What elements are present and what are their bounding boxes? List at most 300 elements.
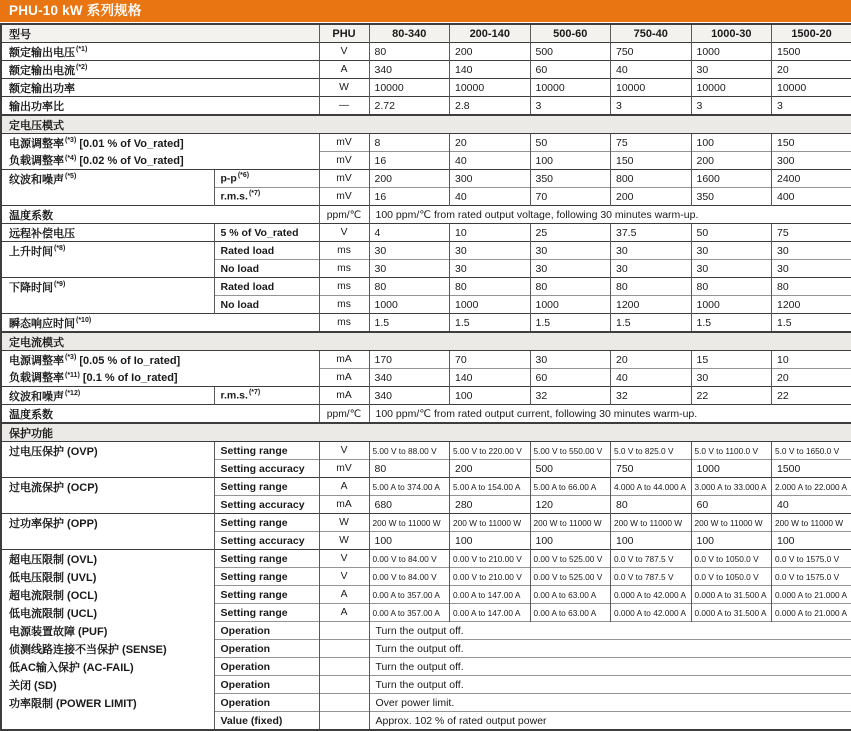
row-sublabel: Setting accuracy — [214, 532, 319, 550]
value-cell: 0.000 A to 21.000 A — [772, 586, 851, 604]
value-cell: 10000 — [530, 79, 611, 97]
value-cell: 200 W to 11000 W — [611, 514, 692, 532]
section-row — [1, 423, 851, 442]
section-row — [1, 332, 851, 351]
unit-cell: ms — [319, 296, 369, 314]
value-cell: 5.00 V to 88.00 V — [369, 442, 450, 460]
row-sublabel: Setting range — [214, 586, 319, 604]
table-row — [1, 658, 851, 676]
value-cell: 5.00 A to 374.00 A — [369, 478, 450, 496]
row-label: 下降时间$^{(*9)}$ — [1, 278, 214, 296]
value-cell: 4 — [369, 224, 450, 242]
row-label: 电源装置故障 (PUF) — [1, 622, 214, 640]
unit-cell — [319, 712, 369, 731]
row-sublabel: Setting range — [214, 550, 319, 568]
value-cell: 0.000 A to 42.000 A — [611, 586, 692, 604]
value-cell: 340 — [369, 61, 450, 79]
row-label: 低AC输入保护 (AC-FAIL) — [1, 658, 214, 676]
table-row — [1, 242, 851, 260]
row-sublabel: Setting accuracy — [214, 496, 319, 514]
value-cell: 50 — [530, 134, 611, 152]
model-header: 750-40 — [611, 24, 692, 43]
value-cell: 25 — [530, 224, 611, 242]
value-cell: 3 — [772, 97, 851, 116]
model-header: 1000-30 — [691, 24, 772, 43]
value-cell: 3 — [530, 97, 611, 116]
table-row — [1, 351, 851, 369]
value-cell: 5.0 V to 1100.0 V — [691, 442, 772, 460]
value-cell: 200 — [369, 170, 450, 188]
value-cell: 80 — [530, 278, 611, 296]
value-cell: 16 — [369, 152, 450, 170]
row-label: 瞬态响应时间$^{(*10)}$ — [1, 314, 319, 333]
value-cell: 100 — [691, 532, 772, 550]
value-cell: 2400 — [772, 170, 851, 188]
table-row — [1, 405, 851, 424]
value-cell: 40 — [450, 152, 531, 170]
row-label: 上升时间$^{(*8)}$ — [1, 242, 214, 260]
table-row — [1, 550, 851, 568]
unit-cell: W — [319, 514, 369, 532]
value-cell: 60 — [530, 369, 611, 387]
value-cell: 350 — [691, 188, 772, 206]
value-cell: 100 — [530, 152, 611, 170]
value-cell: 80 — [691, 278, 772, 296]
value-cell: 0.000 A to 31.500 A — [691, 586, 772, 604]
table-row — [1, 532, 851, 550]
value-cell: 2.8 — [450, 97, 531, 116]
table-row — [1, 97, 851, 116]
value-cell: 2.000 A to 22.000 A — [772, 478, 851, 496]
value-cell: 1200 — [772, 296, 851, 314]
value-cell: 1000 — [691, 460, 772, 478]
value-cell: 10000 — [772, 79, 851, 97]
table-row — [1, 206, 851, 224]
row-label: 纹波和噪声$^{(*12)}$ — [1, 387, 214, 405]
row-label: 关闭 (SD) — [1, 676, 214, 694]
page-title: PHU-10 kW 系列规格 — [9, 3, 142, 18]
unit-cell — [319, 694, 369, 712]
value-cell: 0.00 A to 357.00 A — [369, 604, 450, 622]
table-row — [1, 478, 851, 496]
value-cell: 22 — [691, 387, 772, 405]
table-row — [1, 622, 851, 640]
table-row — [1, 61, 851, 79]
table-row — [1, 442, 851, 460]
section-header: 定电流模式 — [1, 332, 851, 351]
row-label: 低电流限制 (UCL) — [1, 604, 214, 622]
value-cell: 30 — [369, 260, 450, 278]
value-cell: 800 — [611, 170, 692, 188]
row-label — [1, 532, 214, 550]
value-cell: 0.0 V to 1050.0 V — [691, 568, 772, 586]
table-row — [1, 314, 851, 333]
value-cell: 10 — [772, 351, 851, 369]
unit-cell: ppm/℃ — [319, 206, 369, 224]
row-sublabel: No load — [214, 296, 319, 314]
row-label — [1, 496, 214, 514]
unit-cell: — — [319, 97, 369, 116]
value-cell: 0.0 V to 787.5 V — [611, 568, 692, 586]
span-value-cell: 100 ppm/℃ from rated output voltage, following 30 minutes warm-up. — [369, 206, 851, 224]
value-cell: 70 — [530, 188, 611, 206]
table-row — [1, 586, 851, 604]
value-cell: 0.000 A to 42.000 A — [611, 604, 692, 622]
value-cell: 1.5 — [691, 314, 772, 333]
value-cell: 0.0 V to 1575.0 V — [772, 568, 851, 586]
value-cell: 200 W to 11000 W — [691, 514, 772, 532]
value-cell: 750 — [611, 43, 692, 61]
table-row — [1, 152, 851, 170]
value-cell: 37.5 — [611, 224, 692, 242]
value-cell: 30 — [450, 260, 531, 278]
row-sublabel: Setting range — [214, 514, 319, 532]
value-cell: 0.00 V to 210.00 V — [450, 550, 531, 568]
value-cell: 5.00 A to 154.00 A — [450, 478, 531, 496]
span-value-cell: Turn the output off. — [369, 640, 851, 658]
value-cell: 0.00 V to 84.00 V — [369, 568, 450, 586]
row-sublabel: Setting range — [214, 568, 319, 586]
table-row — [1, 640, 851, 658]
row-label — [1, 712, 214, 731]
value-cell: 5.00 V to 220.00 V — [450, 442, 531, 460]
value-cell: 30 — [691, 369, 772, 387]
column-header-model: 型号 — [1, 24, 319, 43]
row-sublabel: Rated load — [214, 242, 319, 260]
value-cell: 0.000 A to 21.000 A — [772, 604, 851, 622]
row-label: 功率限制 (POWER LIMIT) — [1, 694, 214, 712]
value-cell: 40 — [611, 369, 692, 387]
value-cell: 20 — [772, 61, 851, 79]
row-sublabel: Setting range — [214, 604, 319, 622]
span-value-cell: Turn the output off. — [369, 622, 851, 640]
row-label: 过电压保护 (OVP) — [1, 442, 214, 460]
unit-cell: mV — [319, 134, 369, 152]
row-label — [1, 188, 214, 206]
value-cell: 750 — [611, 460, 692, 478]
row-label: 输出功率比 — [1, 97, 319, 116]
value-cell: 30 — [691, 61, 772, 79]
value-cell: 0.00 V to 84.00 V — [369, 550, 450, 568]
value-cell: 200 W to 11000 W — [450, 514, 531, 532]
unit-cell: ms — [319, 242, 369, 260]
value-cell: 200 — [450, 460, 531, 478]
table-row — [1, 260, 851, 278]
value-cell: 1.5 — [611, 314, 692, 333]
value-cell: 680 — [369, 496, 450, 514]
value-cell: 10000 — [369, 79, 450, 97]
value-cell: 1500 — [772, 460, 851, 478]
row-sublabel: Setting range — [214, 478, 319, 496]
value-cell: 30 — [691, 242, 772, 260]
value-cell: 30 — [530, 242, 611, 260]
value-cell: 1.5 — [530, 314, 611, 333]
value-cell: 0.00 A to 357.00 A — [369, 586, 450, 604]
unit-cell — [319, 658, 369, 676]
row-label: 温度系数 — [1, 405, 319, 424]
value-cell: 1000 — [369, 296, 450, 314]
span-value-cell: Approx. 102 % of rated output power — [369, 712, 851, 731]
value-cell: 4.000 A to 44.000 A — [611, 478, 692, 496]
row-sublabel: Setting accuracy — [214, 460, 319, 478]
unit-cell — [319, 640, 369, 658]
row-label: 过功率保护 (OPP) — [1, 514, 214, 532]
value-cell: 0.00 V to 525.00 V — [530, 568, 611, 586]
column-header-unit: PHU — [319, 24, 369, 43]
unit-cell: mV — [319, 188, 369, 206]
value-cell: 70 — [450, 351, 531, 369]
value-cell: 0.00 A to 147.00 A — [450, 586, 531, 604]
value-cell: 0.00 V to 210.00 V — [450, 568, 531, 586]
row-label: 电源调整率$^{(*3)}$ [0.01 % of Vo_rated] — [1, 134, 319, 152]
unit-cell: A — [319, 61, 369, 79]
value-cell: 10000 — [450, 79, 531, 97]
value-cell: 1200 — [611, 296, 692, 314]
section-row — [1, 115, 851, 134]
unit-cell: ppm/℃ — [319, 405, 369, 424]
value-cell: 120 — [530, 496, 611, 514]
value-cell: 0.0 V to 1575.0 V — [772, 550, 851, 568]
value-cell: 400 — [772, 188, 851, 206]
value-cell: 60 — [530, 61, 611, 79]
value-cell: 170 — [369, 351, 450, 369]
unit-cell: mA — [319, 369, 369, 387]
table-row — [1, 514, 851, 532]
unit-cell: V — [319, 550, 369, 568]
table-row — [1, 604, 851, 622]
row-label — [1, 296, 214, 314]
unit-cell: mV — [319, 152, 369, 170]
value-cell: 3.000 A to 33.000 A — [691, 478, 772, 496]
row-sublabel: Setting range — [214, 442, 319, 460]
value-cell: 200 W to 11000 W — [530, 514, 611, 532]
unit-cell: W — [319, 532, 369, 550]
value-cell: 3 — [611, 97, 692, 116]
table-row — [1, 170, 851, 188]
unit-cell: V — [319, 224, 369, 242]
table-row — [1, 134, 851, 152]
table-row — [1, 369, 851, 387]
value-cell: 100 — [772, 532, 851, 550]
table-header-row — [1, 24, 851, 43]
model-header: 500-60 — [530, 24, 611, 43]
value-cell: 22 — [772, 387, 851, 405]
value-cell: 500 — [530, 43, 611, 61]
row-label — [1, 260, 214, 278]
unit-cell — [319, 622, 369, 640]
value-cell: 40 — [450, 188, 531, 206]
value-cell: 30 — [450, 242, 531, 260]
unit-cell: ms — [319, 314, 369, 333]
value-cell: 80 — [369, 278, 450, 296]
row-sublabel: Operation — [214, 676, 319, 694]
title-bar — [0, 0, 851, 22]
value-cell: 80 — [772, 278, 851, 296]
unit-cell — [319, 676, 369, 694]
value-cell: 10000 — [691, 79, 772, 97]
row-label: 负载调整率$^{(*11)}$ [0.1 % of Io_rated] — [1, 369, 319, 387]
unit-cell: A — [319, 478, 369, 496]
table-row — [1, 694, 851, 712]
value-cell: 80 — [611, 496, 692, 514]
value-cell: 8 — [369, 134, 450, 152]
table-row — [1, 712, 851, 731]
span-value-cell: Over power limit. — [369, 694, 851, 712]
unit-cell: mA — [319, 351, 369, 369]
value-cell: 150 — [772, 134, 851, 152]
value-cell: 30 — [530, 260, 611, 278]
row-sublabel: Operation — [214, 658, 319, 676]
value-cell: 1.5 — [450, 314, 531, 333]
value-cell: 5.00 V to 550.00 V — [530, 442, 611, 460]
value-cell: 140 — [450, 61, 531, 79]
value-cell: 340 — [369, 369, 450, 387]
value-cell: 20 — [611, 351, 692, 369]
value-cell: 30 — [530, 351, 611, 369]
value-cell: 1000 — [450, 296, 531, 314]
value-cell: 10 — [450, 224, 531, 242]
table-row — [1, 676, 851, 694]
value-cell: 30 — [772, 260, 851, 278]
section-header: 保护功能 — [1, 423, 851, 442]
value-cell: 32 — [530, 387, 611, 405]
span-value-cell: Turn the output off. — [369, 658, 851, 676]
value-cell: 5.0 V to 825.0 V — [611, 442, 692, 460]
value-cell: 100 — [450, 387, 531, 405]
value-cell: 80 — [369, 460, 450, 478]
unit-cell: V — [319, 43, 369, 61]
row-label: 纹波和噪声$^{(*5)}$ — [1, 170, 214, 188]
unit-cell: mA — [319, 496, 369, 514]
unit-cell: ms — [319, 260, 369, 278]
table-row — [1, 224, 851, 242]
row-label: 侦测线路连接不当保护 (SENSE) — [1, 640, 214, 658]
value-cell: 1.5 — [772, 314, 851, 333]
row-sublabel: Operation — [214, 640, 319, 658]
value-cell: 75 — [772, 224, 851, 242]
table-row — [1, 568, 851, 586]
row-label: 超电压限制 (OVL) — [1, 550, 214, 568]
value-cell: 100 — [691, 134, 772, 152]
value-cell: 100 — [369, 532, 450, 550]
value-cell: 0.00 V to 525.00 V — [530, 550, 611, 568]
value-cell: 340 — [369, 387, 450, 405]
row-label: 远程补偿电压 — [1, 224, 214, 242]
row-label: 过电流保护 (OCP) — [1, 478, 214, 496]
value-cell: 100 — [450, 532, 531, 550]
value-cell: 100 — [611, 532, 692, 550]
row-label: 低电压限制 (UVL) — [1, 568, 214, 586]
value-cell: 2.72 — [369, 97, 450, 116]
unit-cell: A — [319, 586, 369, 604]
unit-cell: mV — [319, 460, 369, 478]
unit-cell: A — [319, 604, 369, 622]
row-sublabel: 5 % of Vo_rated — [214, 224, 319, 242]
value-cell: 200 — [611, 188, 692, 206]
model-header: 200-140 — [450, 24, 531, 43]
unit-cell: ms — [319, 278, 369, 296]
value-cell: 1500 — [772, 43, 851, 61]
value-cell: 200 — [450, 43, 531, 61]
value-cell: 20 — [772, 369, 851, 387]
row-sublabel: r.m.s.$^{(*7)}$ — [214, 188, 319, 206]
value-cell: 5.00 A to 66.00 A — [530, 478, 611, 496]
row-label: 温度系数 — [1, 206, 319, 224]
row-sublabel: r.m.s.$^{(*7)}$ — [214, 387, 319, 405]
value-cell: 30 — [611, 260, 692, 278]
model-header: 80-340 — [369, 24, 450, 43]
unit-cell: V — [319, 442, 369, 460]
spec-table — [0, 23, 851, 731]
value-cell: 300 — [450, 170, 531, 188]
span-value-cell: 100 ppm/℃ from rated output current, following 30 minutes warm-up. — [369, 405, 851, 424]
row-sublabel: Operation — [214, 694, 319, 712]
value-cell: 40 — [611, 61, 692, 79]
table-row — [1, 296, 851, 314]
value-cell: 30 — [611, 242, 692, 260]
value-cell: 60 — [691, 496, 772, 514]
value-cell: 0.0 V to 1050.0 V — [691, 550, 772, 568]
unit-cell: mV — [319, 170, 369, 188]
table-row — [1, 387, 851, 405]
value-cell: 140 — [450, 369, 531, 387]
row-sublabel: p-p$^{(*6)}$ — [214, 170, 319, 188]
row-label: 额定输出功率 — [1, 79, 319, 97]
table-row — [1, 460, 851, 478]
row-label: 超电流限制 (OCL) — [1, 586, 214, 604]
value-cell: 80 — [369, 43, 450, 61]
value-cell: 0.00 A to 147.00 A — [450, 604, 531, 622]
row-sublabel: Rated load — [214, 278, 319, 296]
row-label: 负载调整率$^{(*4)}$ [0.02 % of Vo_rated] — [1, 152, 319, 170]
value-cell: 500 — [530, 460, 611, 478]
section-header: 定电压模式 — [1, 115, 851, 134]
unit-cell: V — [319, 568, 369, 586]
row-label: 额定输出电压$^{(*1)}$ — [1, 43, 319, 61]
value-cell: 300 — [772, 152, 851, 170]
row-label: 额定输出电流$^{(*2)}$ — [1, 61, 319, 79]
spec-table-body — [1, 24, 851, 730]
value-cell: 15 — [691, 351, 772, 369]
value-cell: 10000 — [611, 79, 692, 97]
row-sublabel: Operation — [214, 622, 319, 640]
table-row — [1, 43, 851, 61]
value-cell: 30 — [369, 242, 450, 260]
value-cell: 150 — [611, 152, 692, 170]
table-row — [1, 496, 851, 514]
value-cell: 1000 — [530, 296, 611, 314]
value-cell: 30 — [772, 242, 851, 260]
value-cell: 30 — [691, 260, 772, 278]
value-cell: 0.00 A to 63.00 A — [530, 604, 611, 622]
row-sublabel: Value (fixed) — [214, 712, 319, 731]
value-cell: 32 — [611, 387, 692, 405]
value-cell: 80 — [611, 278, 692, 296]
value-cell: 1600 — [691, 170, 772, 188]
value-cell: 0.00 A to 63.00 A — [530, 586, 611, 604]
table-row — [1, 79, 851, 97]
table-row — [1, 188, 851, 206]
value-cell: 50 — [691, 224, 772, 242]
value-cell: 80 — [450, 278, 531, 296]
value-cell: 3 — [691, 97, 772, 116]
value-cell: 75 — [611, 134, 692, 152]
value-cell: 16 — [369, 188, 450, 206]
value-cell: 200 W to 11000 W — [772, 514, 851, 532]
row-label — [1, 460, 214, 478]
value-cell: 5.0 V to 1650.0 V — [772, 442, 851, 460]
row-label: 电源调整率$^{(*3)}$ [0.05 % of Io_rated] — [1, 351, 319, 369]
